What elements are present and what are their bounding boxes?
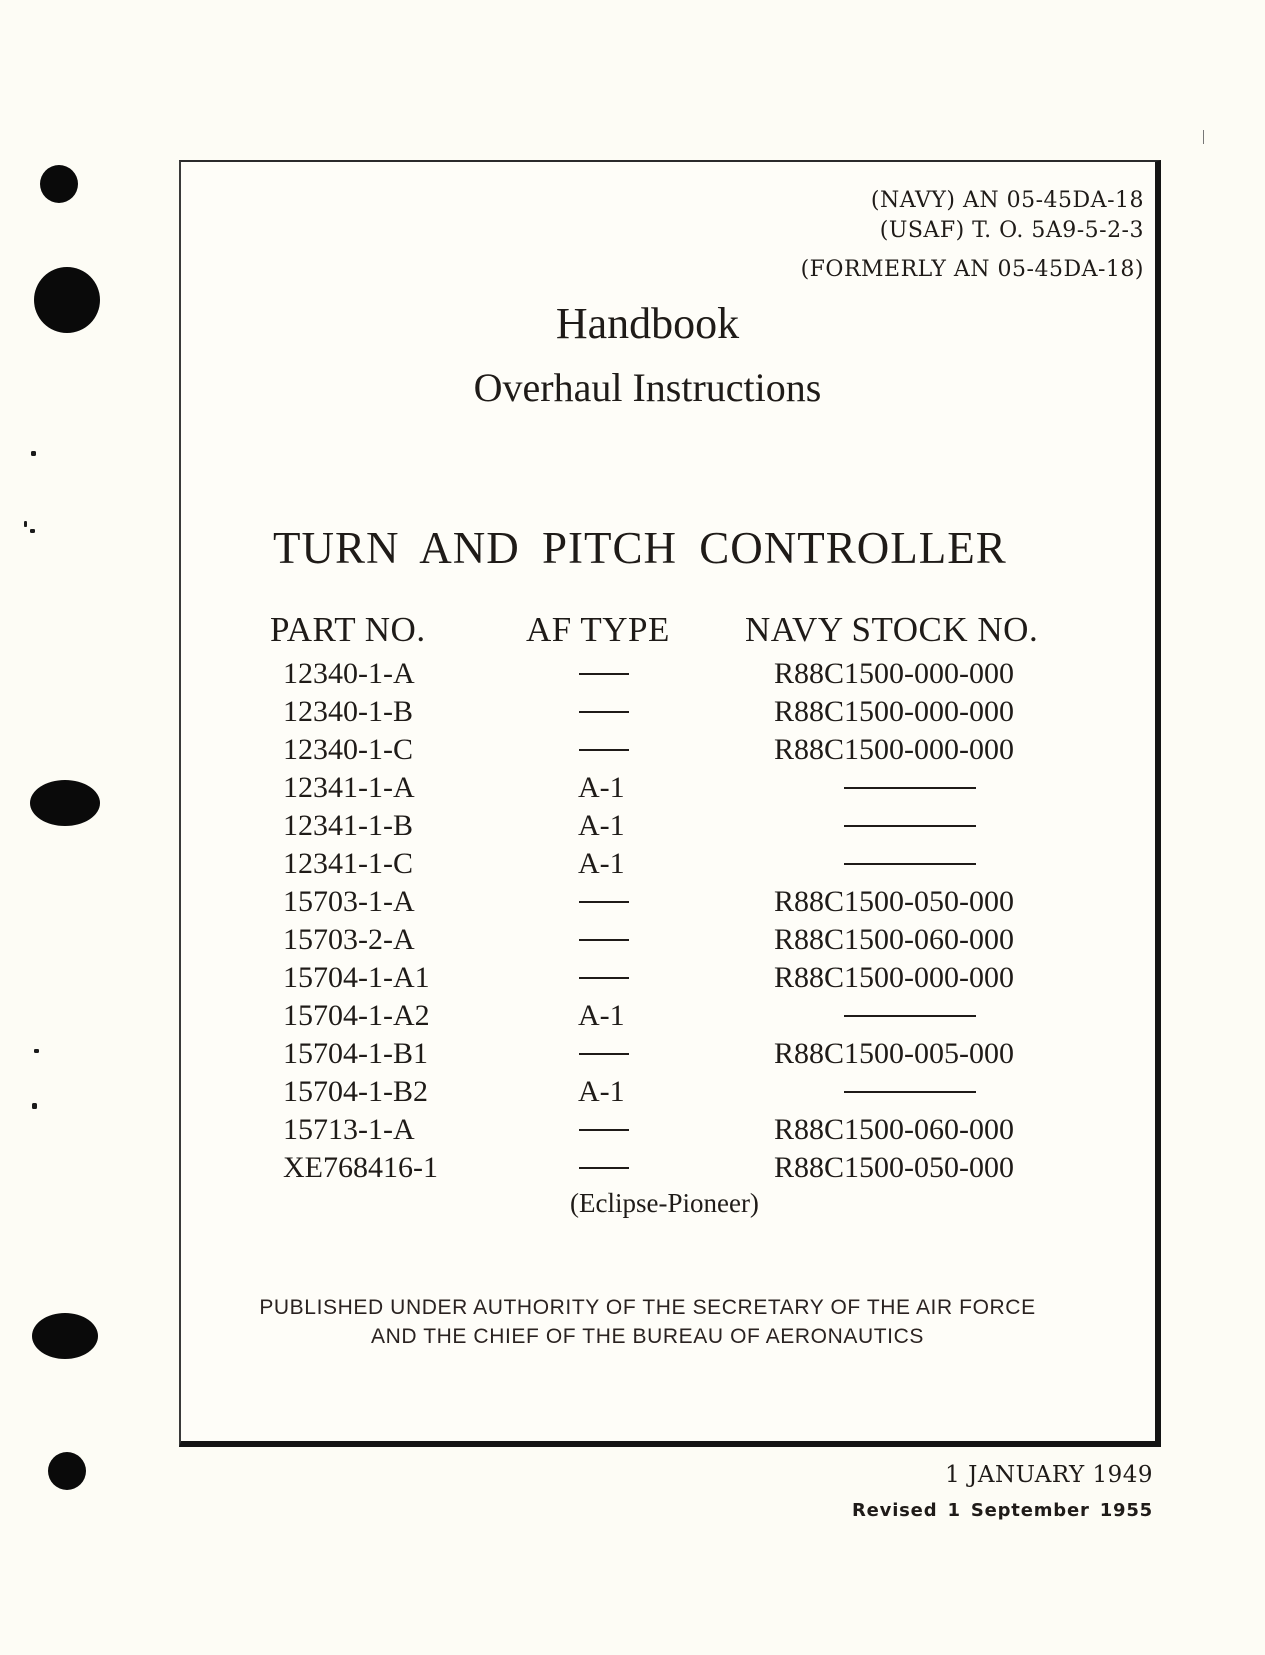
navy-stock-number: R88C1500-050-000 [774, 885, 1014, 918]
table-row [0, 961, 1265, 999]
navy-stock-empty [774, 847, 976, 881]
navy-stock-number: R88C1500-050-000 [774, 1151, 1014, 1184]
scan-mark [1203, 130, 1204, 144]
af-type-empty [579, 923, 629, 957]
navy-stock-number: R88C1500-000-000 [774, 961, 1014, 994]
table-row [0, 771, 1265, 809]
authority-line-1: PUBLISHED UNDER AUTHORITY OF THE SECRETARY OF THE AIR FORCE [259, 1296, 1036, 1319]
column-header-af-type: AF TYPE [526, 610, 670, 649]
part-number: 12341-1-B [283, 809, 413, 842]
navy-stock-number: R88C1500-005-000 [774, 1037, 1014, 1070]
af-type: A-1 [578, 847, 625, 880]
dash [844, 1015, 976, 1017]
table-row [0, 923, 1265, 961]
navy-stock-number: R88C1500-000-000 [774, 695, 1014, 728]
dash [579, 901, 629, 903]
af-type-empty [579, 733, 629, 767]
table-row [0, 1113, 1265, 1151]
dash [579, 673, 629, 675]
table-row [0, 847, 1265, 885]
manufacturer-note: (Eclipse-Pioneer) [570, 1188, 759, 1218]
part-number: 12340-1-B [283, 695, 413, 728]
column-header-part-no: PART NO. [270, 610, 426, 649]
dash [579, 711, 629, 713]
revision-date: Revised 1 September 1955 [852, 1500, 1153, 1521]
af-type: A-1 [578, 1075, 625, 1108]
overhaul-instructions-title: Overhaul Instructions [473, 365, 822, 410]
part-number: 15704-1-B2 [283, 1075, 428, 1108]
binder-hole [48, 1452, 86, 1490]
af-type-empty [579, 657, 629, 691]
dash [579, 939, 629, 941]
part-number: 12341-1-C [283, 847, 413, 880]
navy-stock-number: R88C1500-000-000 [774, 657, 1014, 690]
navy-stock-number: R88C1500-060-000 [774, 1113, 1014, 1146]
navy-stock-empty [774, 999, 976, 1033]
scan-speck [30, 529, 35, 533]
part-number: 15704-1-B1 [283, 1037, 428, 1070]
part-number: 12340-1-C [283, 733, 413, 766]
af-type-empty [579, 1151, 629, 1185]
former-document-number: (FORMERLY AN 05-45DA-18) [800, 257, 1144, 282]
af-type: A-1 [578, 771, 625, 804]
af-type: A-1 [578, 809, 625, 842]
scan-speck [24, 521, 27, 527]
table-row [0, 657, 1265, 695]
af-type-empty [579, 1113, 629, 1147]
part-number: 15713-1-A [283, 1113, 415, 1146]
af-type-empty [579, 961, 629, 995]
navy-stock-empty [774, 1075, 976, 1109]
handbook-title: Handbook [555, 299, 740, 348]
authority-line-2: AND THE CHIEF OF THE BUREAU OF AERONAUTICS [371, 1325, 924, 1348]
dash [579, 1129, 629, 1131]
dash [844, 863, 976, 865]
table-row [0, 1151, 1265, 1189]
part-number: 12341-1-A [283, 771, 415, 804]
dash [579, 749, 629, 751]
equipment-title: TURN AND PITCH CONTROLLER [273, 523, 1007, 573]
dash [844, 825, 976, 827]
part-number: 12340-1-A [283, 657, 415, 690]
table-row [0, 885, 1265, 923]
dash [844, 1091, 976, 1093]
table-row [0, 695, 1265, 733]
navy-document-number: (NAVY) AN 05-45DA-18 [870, 188, 1144, 213]
table-row [0, 733, 1265, 771]
dash [579, 1053, 629, 1055]
af-type: A-1 [578, 999, 625, 1032]
document-identifiers [871, 186, 1144, 246]
dash [579, 977, 629, 979]
column-header-navy-stock-no: NAVY STOCK NO. [745, 610, 1039, 649]
part-number: 15704-1-A2 [283, 999, 430, 1032]
af-type-empty [579, 695, 629, 729]
usaf-document-number: (USAF) T. O. 5A9-5-2-3 [879, 218, 1144, 243]
scan-speck [31, 451, 36, 456]
publication-date: 1 JANUARY 1949 [945, 1462, 1153, 1488]
navy-stock-empty [774, 771, 976, 805]
table-row [0, 809, 1265, 847]
part-number: XE768416-1 [283, 1151, 438, 1184]
part-number: 15704-1-A1 [283, 961, 430, 994]
af-type-empty [579, 1037, 629, 1071]
part-number: 15703-2-A [283, 923, 415, 956]
navy-stock-number: R88C1500-000-000 [774, 733, 1014, 766]
table-row [0, 999, 1265, 1037]
part-number: 15703-1-A [283, 885, 415, 918]
dash [844, 787, 976, 789]
navy-stock-number: R88C1500-060-000 [774, 923, 1014, 956]
table-row [0, 1037, 1265, 1075]
dash [579, 1167, 629, 1169]
navy-stock-empty [774, 809, 976, 843]
binder-hole [40, 165, 78, 203]
table-row [0, 1075, 1265, 1113]
af-type-empty [579, 885, 629, 919]
